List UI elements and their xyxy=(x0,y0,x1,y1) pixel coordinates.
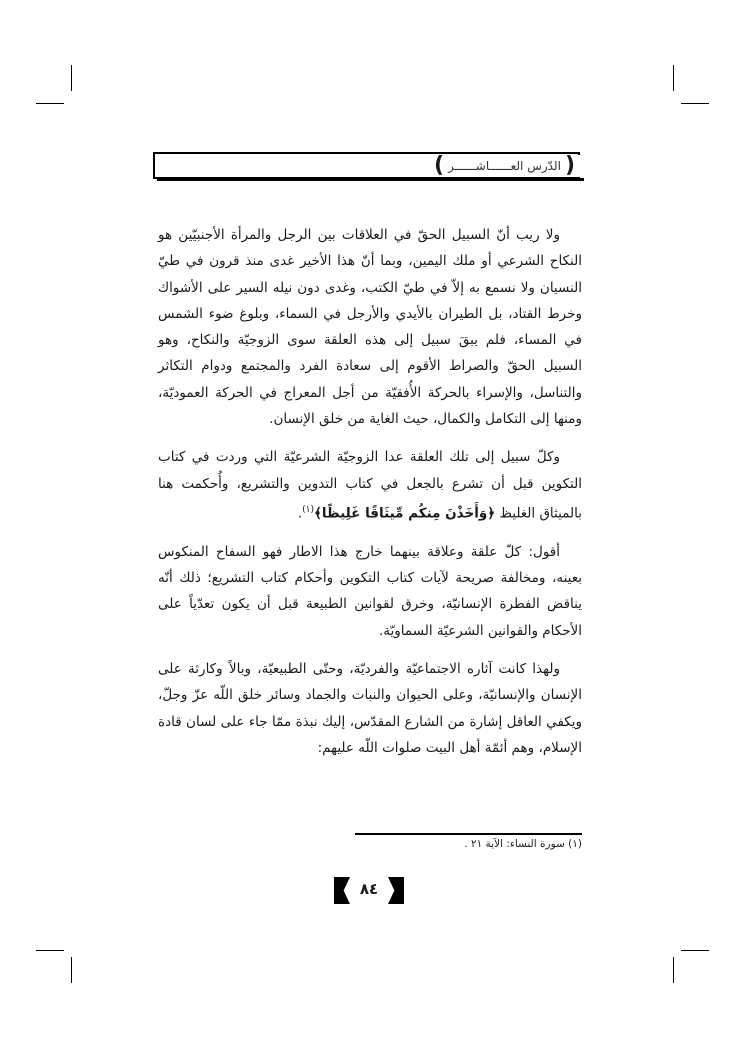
header-tab xyxy=(428,155,581,177)
footnote-rule xyxy=(355,833,582,835)
crop-mark xyxy=(36,950,64,951)
main-text xyxy=(158,222,582,773)
crop-mark xyxy=(673,65,674,91)
page-number-box xyxy=(334,877,404,904)
paragraph: أقول: كلّ علقة وعلاقة بينهما خارج هذا الاطار فهو السفاح المنكوس بعينه، ومخالفة صريحة لآيات كتاب التكوين وأحكام كتاب التشريع؛ ذلك أنّه يناقض الفطرة الإنسانيّة، وخرق لقوانين الطبيعة قبل أن يكون تعدّياً على الأحكام والقوانين الشرعيّة السماويّة. xyxy=(158,543,582,639)
running-header xyxy=(153,152,583,182)
crop-mark xyxy=(673,957,674,983)
crop-mark xyxy=(681,103,709,104)
crop-mark xyxy=(71,65,72,91)
footnote-ref: (١) xyxy=(302,504,315,515)
paragraph-text: وكلّ سبيل إلى تلك العلقة عدا الزوجيّة الشرعيّة التي وردت في كتاب التكوين قبل أن تشرع بالجعل في كتاب التدوين والتشريع، وأُحكمت هنا بالميثاق الغليظ xyxy=(158,449,582,522)
crop-mark xyxy=(36,103,64,104)
page-number: ٨٤ xyxy=(359,880,379,898)
crop-mark xyxy=(71,957,72,983)
page-number-ornament xyxy=(334,877,350,904)
quran-verse: ﴿وَأَخَذْنَ مِنكُم مِّيثَاقًا غَلِيظًا﴾ xyxy=(314,505,496,522)
paragraph: وكلّ سبيل إلى تلك العلقة عدا الزوجيّة الشرعيّة التي وردت في كتاب التكوين قبل أن تشرع بالجعل في كتاب التدوين والتشريع، وأُحكمت هنا بالميثاق الغليظ ﴿وَأَخَذْنَ مِنكُم مِّيثَاقًا غَلِيظًا﴾$^{(١)}$. xyxy=(158,449,582,522)
paragraph: ولا ريب أنّ السبيل الحقّ في العلاقات بين الرجل والمرأة الأجنبيّين هو النكاح الشرعي أو ملك اليمين، وبما أنّ هذا الأخير غدى منذ قرون في طيّ النسيان ولا نسمع به إلاّ في طيّ الكتب، وغدى دون نيله السير على الأشواك وخرط القتاد، بل الطيران بالأيدي والأرجل في السماء، وبلوغ ضوء الشمس في المساء، فلم يبقَ سبيل إلى هذه العلقة سوى الزوجيّة والنكاح، وهو السبيل الحقّ والصراط الأقوم إلى سعادة الفرد والمجتمع ودوام التكاثر والتناسل، والإسراء بالحركة الأُفقيّة من أجل المعراج في الحركة العموديّة، ومنها إلى التكامل والكمال، حيث الغاية من خلق الإنسان. xyxy=(158,227,582,428)
chapter-title: الدّرس العــــــاشــــــر xyxy=(448,159,561,173)
footnote: (١) سورة النساء: الآية ٢١ . xyxy=(464,838,582,850)
paragraph: ولهذا كانت آثاره الاجتماعيّة والفرديّة، وحتّى الطبيعيّة، وبالاً وكارثة على الإنسان والإنسانيّة، وعلى الحيوان والنبات والجماد وسائر خلق اللّه عزّ وجلّ، ويكفي العاقل إشارة من الشارع المقدّس، إليك نبذة ممّا جاء على لسان قادة الإسلام، وهم أئمّة أهل البيت صلوات اللّه عليهم: xyxy=(158,660,582,756)
page-number-ornament xyxy=(388,877,404,904)
header-bracket-left: ) xyxy=(434,153,445,178)
header-bracket-right: ( xyxy=(564,153,575,178)
crop-mark xyxy=(681,950,709,951)
